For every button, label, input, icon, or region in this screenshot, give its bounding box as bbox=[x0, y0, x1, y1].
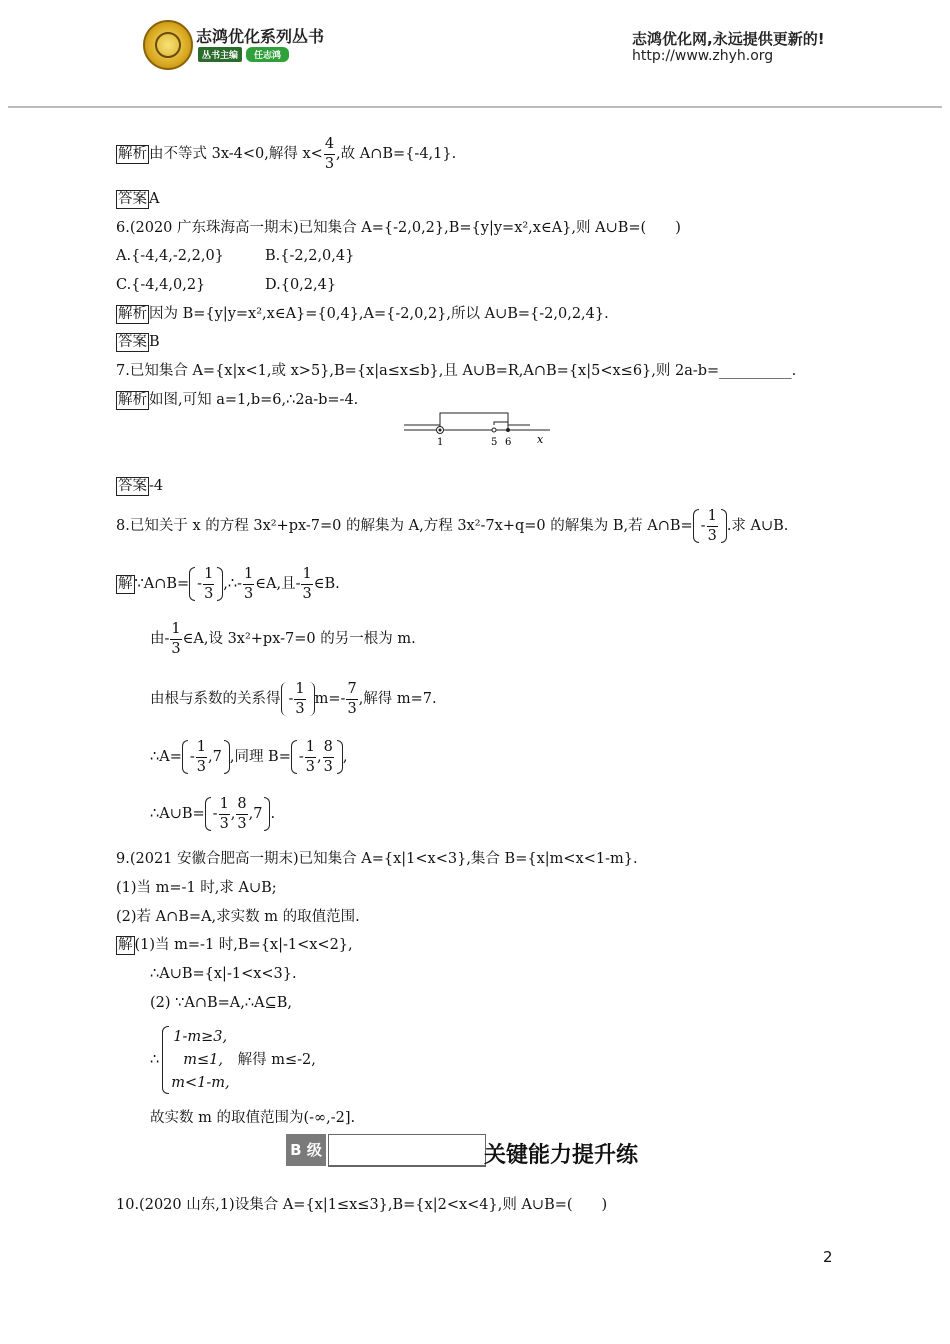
q6-stem: 6.(2020 广东珠海高一期末)已知集合 A={-2,0,2},B={y|y=x²,x∈A},则 A∪B=( ) bbox=[116, 220, 681, 236]
q8-l1-b: ,∴- bbox=[223, 576, 243, 592]
element-seven: ,7 bbox=[248, 806, 263, 822]
q8-l3-b: m=- bbox=[314, 691, 346, 707]
fraction bbox=[301, 567, 312, 601]
system-line-1: 1-m≥3, bbox=[173, 1028, 228, 1045]
fraction-denominator: 3 bbox=[219, 815, 229, 832]
tick-label-5: 5 bbox=[491, 437, 498, 448]
fraction-numerator: 1 bbox=[707, 509, 718, 527]
q8-stem-post: .求 A∪B. bbox=[726, 518, 789, 534]
fraction-numerator: 4 bbox=[324, 137, 335, 155]
fraction-numerator: 1 bbox=[203, 567, 214, 585]
q9-part-1: (1)当 m=-1 时,求 A∪B; bbox=[116, 880, 277, 896]
fraction-numerator: 7 bbox=[346, 682, 357, 700]
minus-sign: - bbox=[189, 749, 195, 765]
q9-conclusion: 故实数 m 的取值范围为(-∞,-2]. bbox=[150, 1110, 356, 1126]
q7-stem: 7.已知集合 A={x|x<1,或 x>5},B={x|a≤x≤b},且 A∪B=R,A∩B={x|5<x≤6},则 2a-b=__________. bbox=[116, 363, 797, 379]
q7-answer bbox=[116, 476, 163, 496]
q8-l5-b: . bbox=[270, 806, 276, 822]
number-line-figure bbox=[400, 408, 560, 450]
q5-analysis-post: ,故 A∩B={-4,1}. bbox=[336, 146, 457, 162]
header bbox=[0, 0, 950, 108]
q8-l3-c: ,解得 m=7. bbox=[358, 691, 437, 707]
set-braces bbox=[189, 567, 223, 601]
q7-analysis-text: 如图,可知 a=1,b=6,∴2a-b=-4. bbox=[149, 392, 359, 408]
system-line-2: m≤1, bbox=[183, 1051, 223, 1068]
q8-l2-b: ∈A,设 3x²+px-7=0 的另一根为 m. bbox=[182, 631, 416, 647]
fraction-denominator: 3 bbox=[323, 758, 333, 775]
answer-tag: 答案 bbox=[118, 191, 147, 207]
fraction bbox=[219, 797, 230, 831]
q7-analysis bbox=[116, 390, 358, 410]
section-badge-box bbox=[328, 1134, 486, 1167]
fraction-numerator: 1 bbox=[294, 682, 305, 700]
fraction bbox=[236, 797, 247, 831]
q8-l4-c: , bbox=[342, 749, 348, 765]
q9-part-2: (2)若 A∩B=A,求实数 m 的取值范围. bbox=[116, 909, 360, 925]
fraction-numerator: 1 bbox=[219, 797, 230, 815]
q6-analysis bbox=[116, 304, 609, 324]
q9-solution-1 bbox=[116, 935, 353, 955]
minus-sign: - bbox=[197, 576, 203, 592]
fraction bbox=[323, 740, 334, 774]
set-a-right-ray bbox=[494, 422, 530, 425]
fraction bbox=[243, 567, 254, 601]
answer-tag: 答案 bbox=[118, 478, 147, 494]
q6-answer-value: B bbox=[149, 334, 160, 350]
fraction-denominator: 3 bbox=[244, 585, 254, 602]
analysis-tag: 解析 bbox=[118, 392, 147, 408]
minus-sign: - bbox=[298, 749, 304, 765]
logo-emblem-icon bbox=[155, 32, 181, 58]
fraction bbox=[346, 682, 357, 716]
q6-option-b: B.{-2,2,0,4} bbox=[265, 248, 355, 264]
q8-solution-line-3 bbox=[150, 677, 437, 721]
solution-tag: 解 bbox=[118, 575, 133, 592]
minus-sign: - bbox=[212, 806, 218, 822]
minus-sign: - bbox=[288, 691, 294, 707]
fraction-denominator: 3 bbox=[707, 527, 717, 544]
fraction-numerator: 8 bbox=[323, 740, 334, 758]
point-5-marker bbox=[492, 428, 496, 432]
set-braces bbox=[182, 740, 230, 774]
fraction bbox=[203, 567, 214, 601]
q8-stem bbox=[116, 504, 788, 548]
tick-label-1: 1 bbox=[437, 437, 444, 448]
fraction bbox=[170, 622, 181, 656]
set-braces bbox=[693, 509, 727, 543]
site-url[interactable]: http://www.zhyh.org bbox=[632, 48, 774, 64]
analysis-tag: 解析 bbox=[118, 145, 147, 162]
logo-seal bbox=[143, 20, 193, 70]
fraction-numerator: 1 bbox=[196, 740, 207, 758]
fraction-numerator: 1 bbox=[243, 567, 254, 585]
q5-answer-value: A bbox=[149, 191, 160, 207]
header-rule bbox=[8, 106, 942, 108]
therefore-symbol: ∴ bbox=[150, 1052, 160, 1068]
q9-solution-2: ∴A∪B={x|-1<x<3}. bbox=[150, 966, 297, 982]
q8-l4-b: ,同理 B= bbox=[229, 749, 291, 765]
minus-sign: - bbox=[700, 518, 706, 534]
axis-variable-label: x bbox=[537, 433, 544, 446]
section-b-heading bbox=[286, 1134, 676, 1170]
q5-analysis bbox=[116, 134, 456, 174]
fraction-denominator: 3 bbox=[347, 700, 357, 717]
fraction-denominator: 3 bbox=[171, 640, 181, 657]
editor-name: 任志鸿 bbox=[246, 47, 289, 62]
q7-answer-value: -4 bbox=[149, 478, 164, 494]
inequality-system bbox=[150, 1024, 316, 1096]
system-line-3: m<1-m, bbox=[171, 1074, 230, 1091]
fraction-denominator: 3 bbox=[295, 700, 305, 717]
page-number: 2 bbox=[823, 1248, 833, 1266]
fraction-numerator: 1 bbox=[170, 622, 181, 640]
q8-l5-a: ∴A∪B= bbox=[150, 806, 205, 822]
q6-option-d: D.{0,2,4} bbox=[265, 277, 337, 293]
fraction-numerator: 8 bbox=[236, 797, 247, 815]
set-braces bbox=[291, 740, 343, 774]
solution-tag: 解 bbox=[118, 937, 133, 953]
q8-solution-line-1 bbox=[116, 563, 340, 605]
q5-fraction bbox=[324, 137, 335, 171]
fraction-numerator: 1 bbox=[305, 740, 316, 758]
q6-answer bbox=[116, 332, 160, 352]
fraction bbox=[294, 682, 305, 716]
fraction bbox=[305, 740, 316, 774]
fraction bbox=[196, 740, 207, 774]
q8-stem-pre: 8.已知关于 x 的方程 3x²+px-7=0 的解集为 A,方程 3x²-7x+q=0 的解集为 B,若 A∩B= bbox=[116, 518, 693, 534]
set-braces bbox=[205, 797, 271, 831]
section-badge: B 级 bbox=[286, 1134, 326, 1166]
answer-tag: 答案 bbox=[118, 334, 147, 350]
q9-s1: (1)当 m=-1 时,B={x|-1<x<2}, bbox=[134, 937, 353, 953]
analysis-tag: 解析 bbox=[118, 306, 147, 322]
q6-analysis-text: 因为 B={y|y=x²,x∈A}={0,4},A={-2,0,2},所以 A∪B={-2,0,2,4}. bbox=[149, 306, 609, 322]
system-brace bbox=[162, 1026, 169, 1094]
fraction-denominator: 3 bbox=[305, 758, 316, 775]
tick-label-6: 6 bbox=[505, 437, 512, 448]
fraction-denominator: 3 bbox=[204, 585, 214, 602]
q8-l2-a: 由- bbox=[150, 631, 170, 647]
fraction bbox=[707, 509, 718, 543]
fraction-denominator: 3 bbox=[237, 815, 247, 832]
fraction-numerator: 1 bbox=[301, 567, 312, 585]
q8-l4-a: ∴A= bbox=[150, 749, 182, 765]
q6-option-c: C.{-4,4,0,2} bbox=[116, 277, 206, 293]
q9-solution-3: (2) ∵A∩B=A,∴A⊆B, bbox=[150, 995, 292, 1011]
fraction-denominator: 3 bbox=[196, 758, 206, 775]
q9-stem: 9.(2021 安徽合肥高一期末)已知集合 A={x|1<x<3},集合 B={x|m<x<1-m}. bbox=[116, 851, 638, 867]
q8-l3-a: 由根与系数的关系得 bbox=[150, 691, 281, 707]
series-title: 志鸿优化系列丛书 bbox=[196, 27, 325, 46]
point-6-marker bbox=[506, 428, 510, 432]
q6-option-a: A.{-4,4,-2,2,0} bbox=[116, 248, 224, 264]
system-result: 解得 m≤-2, bbox=[237, 1052, 316, 1068]
q8-l1-c: ∈A,且- bbox=[255, 576, 301, 592]
comma: , bbox=[230, 806, 236, 822]
editor-label: 丛书主编 bbox=[198, 47, 242, 62]
parentheses bbox=[281, 682, 315, 716]
q8-l1-a: ∵A∩B= bbox=[134, 576, 190, 592]
q8-solution-line-4 bbox=[150, 735, 347, 779]
q10-stem: 10.(2020 山东,1)设集合 A={x|1≤x≤3},B={x|2<x<4},则 A∪B=( ) bbox=[116, 1197, 608, 1213]
fraction-denominator: 3 bbox=[324, 155, 335, 172]
point-1-dot bbox=[439, 429, 442, 432]
fraction-denominator: 3 bbox=[302, 585, 312, 602]
section-title: 关键能力提升练 bbox=[484, 1143, 639, 1168]
q8-solution-line-5 bbox=[150, 792, 275, 836]
system-lines bbox=[171, 1026, 229, 1095]
slogan: 志鸿优化网,永远提供更新的! bbox=[632, 30, 825, 48]
q5-analysis-pre: 由不等式 3x-4<0,解得 x< bbox=[149, 146, 323, 162]
element-seven: ,7 bbox=[208, 749, 222, 765]
q8-l1-d: ∈B. bbox=[313, 576, 340, 592]
q8-solution-line-2 bbox=[150, 618, 416, 660]
q5-answer bbox=[116, 189, 159, 209]
comma: , bbox=[317, 749, 322, 765]
